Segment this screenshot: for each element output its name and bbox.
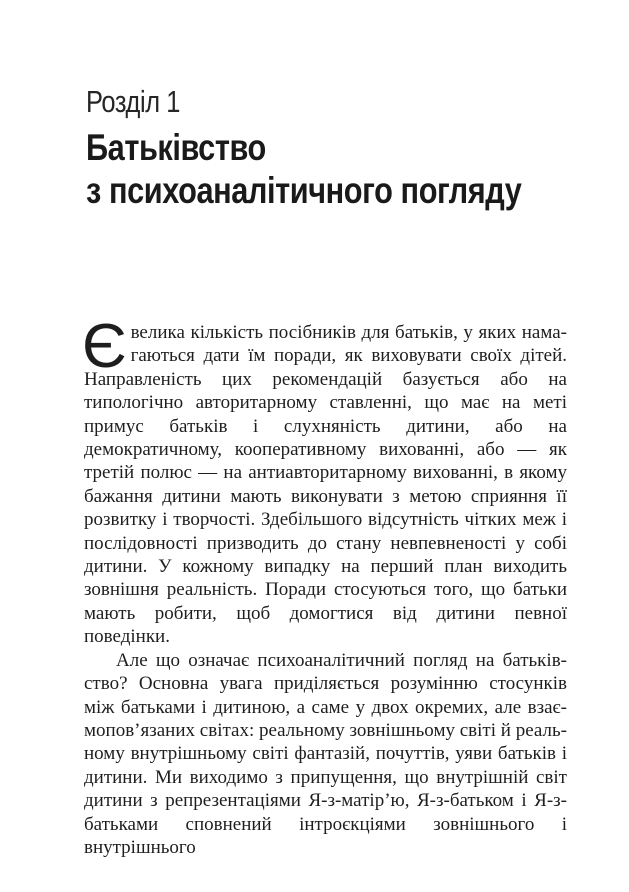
chapter-title-line-2: з психоаналітичного погляду [86, 170, 522, 211]
paragraph-2: Але що означає психоаналітичний погляд на батьківство? Основна увага приділяється розумінню стосунків між батьками і дитиною, а саме у двох окремих, але взаємопов’язаних світах: реальному зовнішньому світі й реальному внутрішньому світі фантазій, почуттів, уяви батьків і дитини. Ми виходимо з припущення, що внутрішній світ дитини з репрезентаціями Я-з-матір’ю, Я-з-батьком і Я-з-батьками сповнений інтроєкціями зовнішнього і внутрішнього [84, 649, 567, 858]
drop-cap: Є [82, 312, 127, 381]
paragraph-1 [82, 312, 567, 649]
chapter-number: Розділ 1 [86, 84, 181, 119]
body-text [82, 312, 567, 859]
paragraph-1-text: велика кількість посібників для батьків, у яких намагаються дати їм поради, як виховувати своїх дітей. Направленість цих рекомендацій базується або на типологічно авторитарному ставленні, що має на меті примус батьків і слухняність дитини, або на демократичному, кооперативному вихованні, або — як третій полюс — на антиавторитарному вихованні, в якому бажання дитини мають виконувати з метою сприяння її розвитку і творчості. Здебільшого відсутність чітких меж і послідовності призводить до стану невпевненості у собі дитини. У кожному випадку на перший план виходить зовнішня реальність. Поради стосуються того, що батьки мають робити, щоб домогтися від дитини певної поведінки. [84, 322, 567, 648]
chapter-title [86, 126, 521, 212]
chapter-title-line-1: Батьківство [86, 127, 266, 168]
